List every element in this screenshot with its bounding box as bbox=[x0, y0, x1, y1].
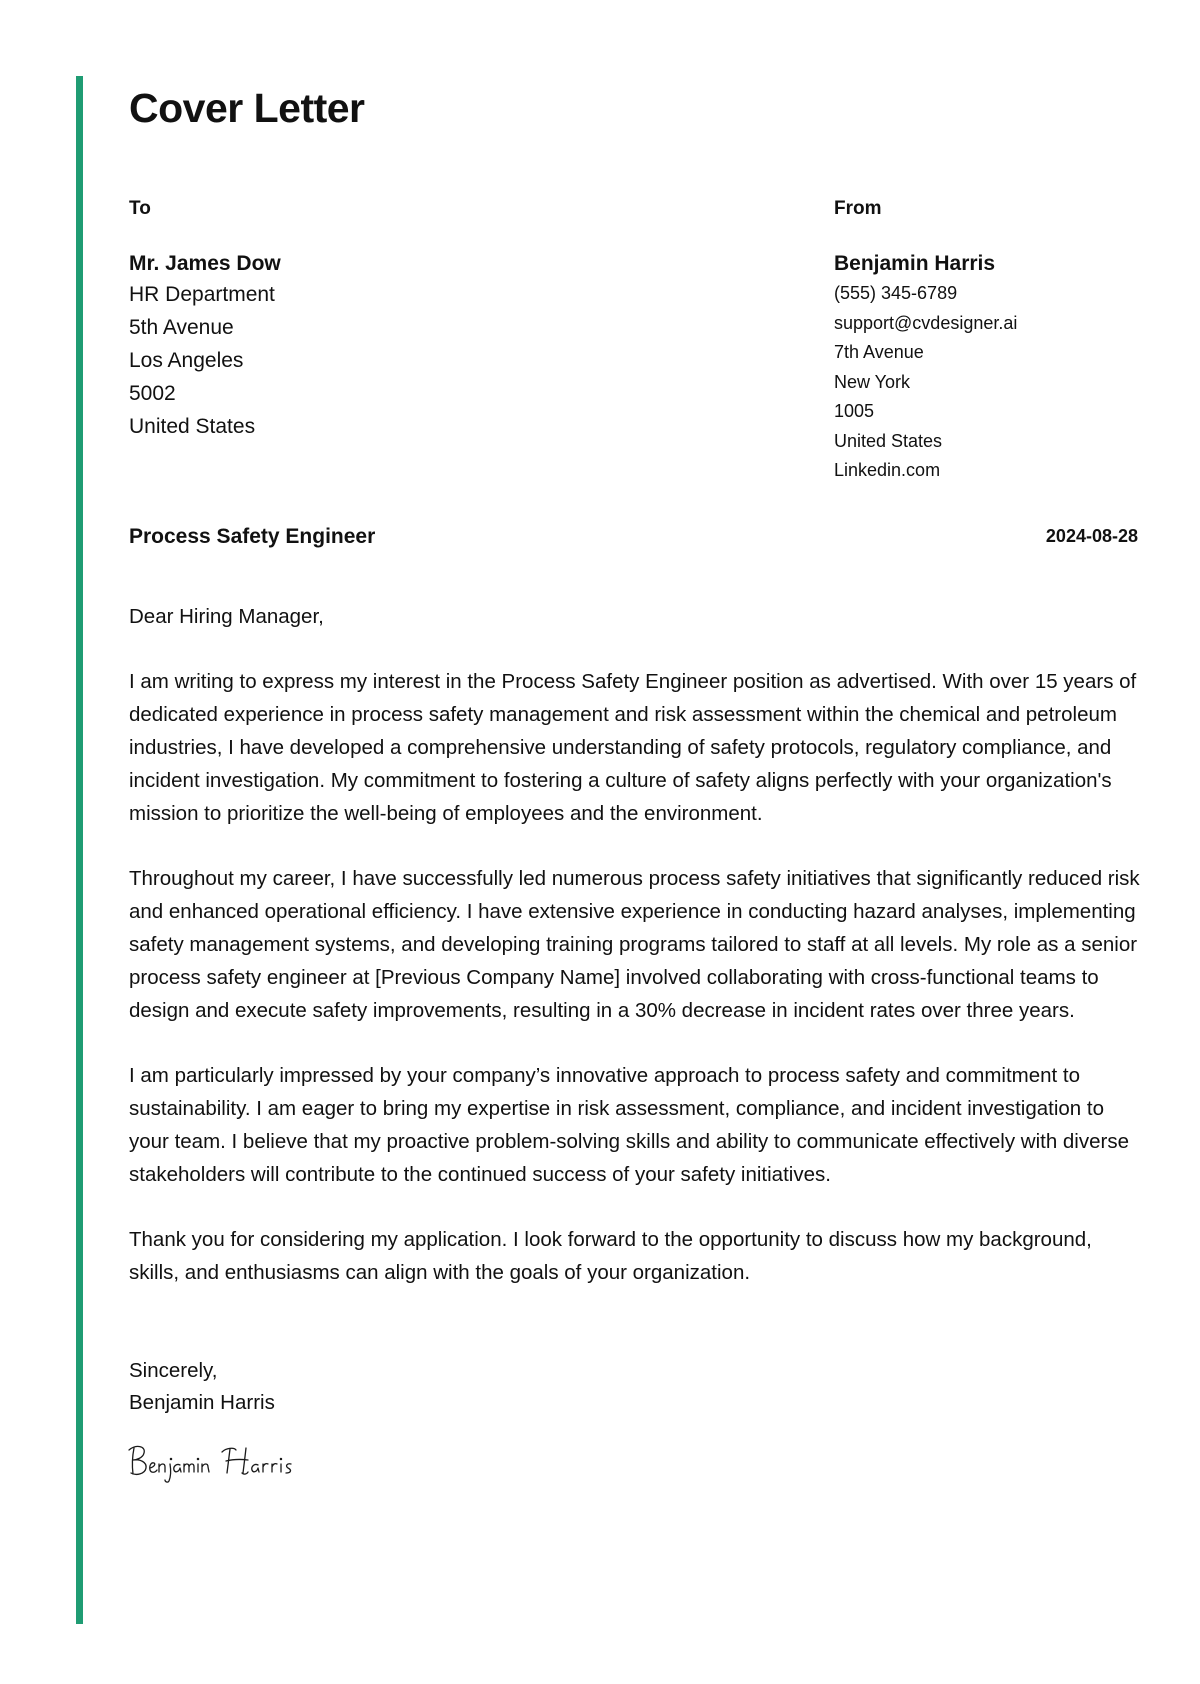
recipient-postal-code: 5002 bbox=[129, 382, 176, 405]
sender-name: Benjamin Harris bbox=[834, 252, 996, 275]
sender-label: From bbox=[834, 198, 882, 219]
closing-block bbox=[129, 1355, 275, 1419]
body-paragraph: Throughout my career, I have successfully led numerous process safety initiatives that significantly reduced risk and enhanced operational efficiency. I have extensive experience in conducting hazard analyses, implementing safety management systems, and developing training programs tailored to staff at all levels. My role as a senior process safety engineer at [Previous Company Name] involved collaborating with cross-functional teams to design and execute safety improvements, resulting in a 30% decrease in incident rates over three years. bbox=[129, 867, 1140, 1022]
position-title: Process Safety Engineer bbox=[129, 525, 376, 548]
letter-date: 2024-08-28 bbox=[1045, 526, 1138, 546]
sender-block bbox=[834, 196, 1154, 486]
recipient-address bbox=[129, 278, 729, 443]
sender-postal-code: 1005 bbox=[834, 401, 875, 421]
body-paragraph: Thank you for considering my application. I look forward to the opportunity to discuss how my background, skills, and enthusiasms can align with the goals of your organization. bbox=[129, 1228, 1092, 1284]
sender-street: 7th Avenue bbox=[834, 342, 924, 362]
body-paragraph: I am particularly impressed by your company’s innovative approach to process safety and commitment to sustainability. I am eager to bring my expertise in risk assessment, compliance, and incident investigation to your team. I believe that my proactive problem-solving skills and ability to communicate effectively with diverse stakeholders will contribute to the continued success of your safety initiatives. bbox=[129, 1064, 1129, 1186]
sender-country: United States bbox=[834, 430, 943, 451]
sender-website: Linkedin.com bbox=[834, 460, 941, 480]
signoff-name: Benjamin Harris bbox=[129, 1391, 275, 1414]
handwritten-signature bbox=[126, 1440, 326, 1489]
body-paragraph: I am writing to express my interest in the Process Safety Engineer position as advertised. With over 15 years of dedicated experience in process safety management and risk assessment within the chemical and petroleum industries, I have developed a comprehensive understanding of safety protocols, regulatory compliance, and incident investigation. My commitment to fostering a culture of safety aligns perfectly with your organization's mission to prioritize the well-being of employees and the environment. bbox=[129, 670, 1137, 825]
recipient-block bbox=[129, 196, 729, 443]
accent-bar bbox=[76, 76, 83, 1624]
recipient-label: To bbox=[129, 198, 151, 219]
recipient-street: 5th Avenue bbox=[129, 316, 234, 339]
sender-contact bbox=[834, 279, 1154, 486]
sender-email: support@cvdesigner.ai bbox=[834, 312, 1018, 333]
recipient-department: HR Department bbox=[129, 283, 275, 306]
letter-body bbox=[129, 600, 1141, 1321]
page-title: Cover Letter bbox=[129, 85, 365, 131]
recipient-country: United States bbox=[129, 415, 256, 438]
greeting: Dear Hiring Manager, bbox=[129, 605, 324, 628]
closing-phrase: Sincerely, bbox=[129, 1359, 218, 1382]
sender-city: New York bbox=[834, 371, 911, 392]
recipient-name: Mr. James Dow bbox=[129, 252, 281, 275]
sender-phone: (555) 345-6789 bbox=[834, 283, 958, 303]
recipient-city: Los Angeles bbox=[129, 349, 244, 372]
